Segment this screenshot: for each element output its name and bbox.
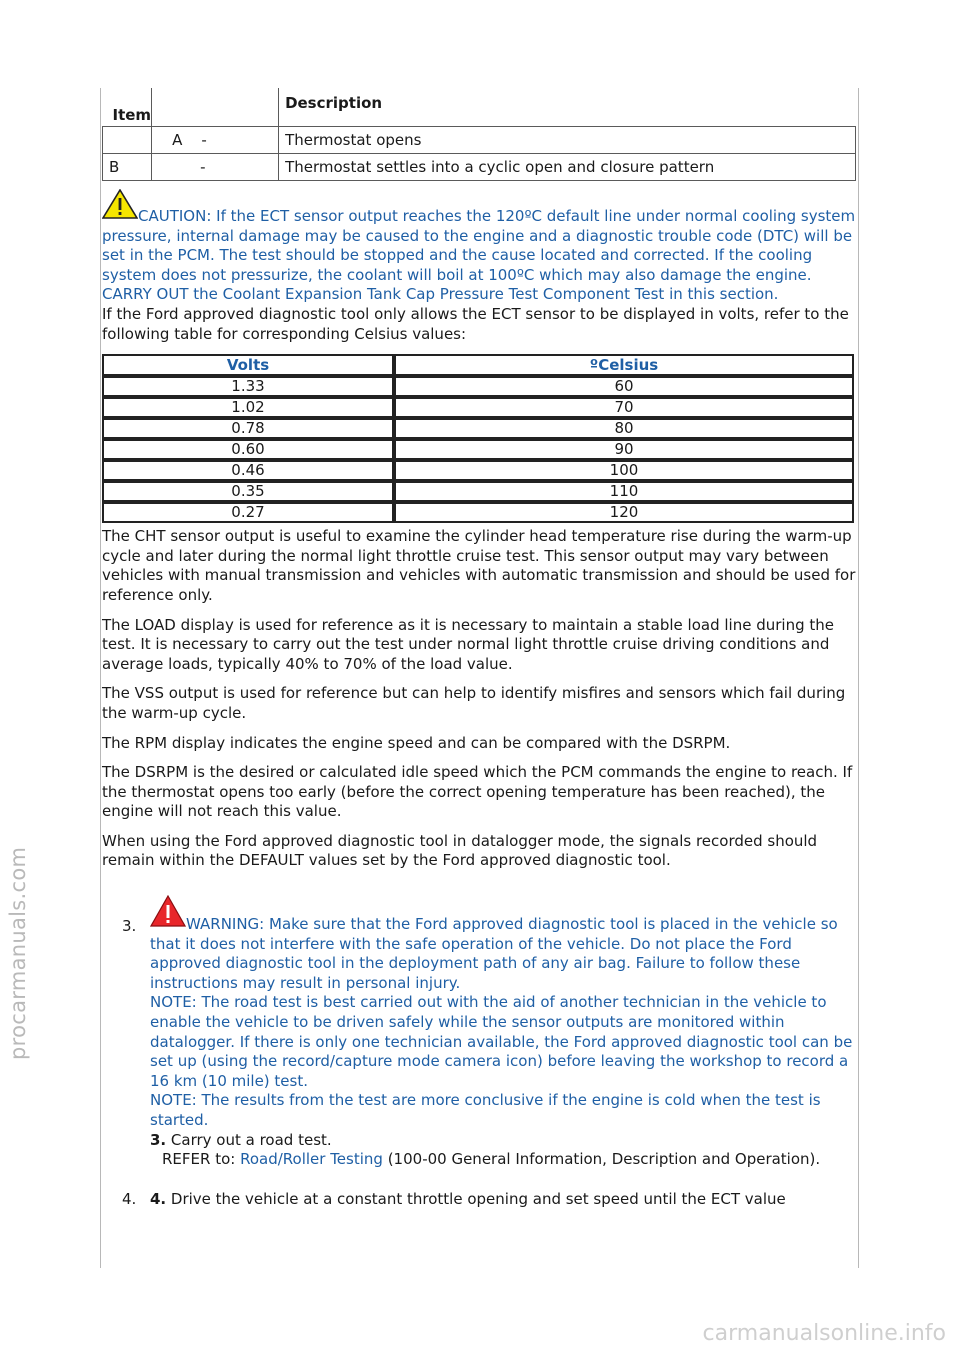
- volts-cell: 1.33: [102, 376, 394, 397]
- paragraph-datalogger: When using the Ford approved diagnostic tool in datalogger mode, the signals recorded should remain within the DEFAULT values set by the Ford approved diagnostic tool.: [102, 831, 818, 870]
- volts-table: [102, 354, 854, 523]
- volts-cell: 0.46: [102, 460, 394, 481]
- row-item: [103, 127, 152, 154]
- right-border: [858, 88, 859, 1268]
- table-row: [102, 460, 854, 481]
- volts-table-header: [102, 354, 854, 376]
- items-table-header: [103, 88, 856, 127]
- celsius-cell: 80: [394, 418, 854, 439]
- celsius-cell: 60: [394, 376, 854, 397]
- table-row: [103, 154, 856, 181]
- note-cold-engine: NOTE: The results from the test are more conclusive if the engine is cold when the test is started.: [150, 1091, 821, 1129]
- road-roller-testing-link[interactable]: Road/Roller Testing: [240, 1150, 383, 1169]
- warning-text: WARNING: Make sure that the Ford approved diagnostic tool is placed in the vehicle so that it does not interfere with the safe operation of the vehicle. Do not place the Ford approved diagnostic tool in the deployment path of any air bag. Failure to follow these instructions may result in personal injury.: [150, 915, 838, 992]
- table-row: [102, 418, 854, 439]
- celsius-cell: 120: [394, 502, 854, 523]
- header-description: Description: [279, 88, 856, 127]
- header-spacer: [152, 88, 279, 127]
- step-number: 3.: [122, 917, 137, 936]
- step-4-bold-number: 4.: [150, 1189, 167, 1208]
- row-description: Thermostat opens: [279, 127, 856, 154]
- header-celsius: ºCelsius: [394, 354, 854, 376]
- note-road-test: NOTE: The road test is best carried out with the aid of another technician in the vehicle to enable the vehicle to be driven safely while the sensor outputs are monitored within datalogger. If there is only one technician available, the Ford approved diagnostic tool can be set up (using the record/capture mode camera icon) before leaving the workshop to record a 16 km (10 mile) test.: [150, 993, 853, 1090]
- celsius-cell: 110: [394, 481, 854, 502]
- volts-cell: 0.78: [102, 418, 394, 439]
- table-row: [102, 502, 854, 523]
- step-4-action-text: Drive the vehicle at a constant throttle opening and set speed until the ECT value: [166, 1189, 786, 1208]
- row-letter-dash: A -: [152, 127, 279, 154]
- table-row: [103, 127, 856, 154]
- volts-cell: 0.27: [102, 502, 394, 523]
- celsius-cell: 70: [394, 397, 854, 418]
- items-table: [102, 88, 856, 181]
- celsius-cell: 100: [394, 460, 854, 481]
- table-row: [102, 439, 854, 460]
- volts-cell: 0.60: [102, 439, 394, 460]
- caution-text: CAUTION: If the ECT sensor output reaches the 120ºC default line under normal cooling system pressure, internal damage may be caused to the engine and a diagnostic trouble code (DTC) will be set in the PCM. The test should be stopped and the cause located and corrected. If the cooling system does not pressurize, the coolant will boil at 100ºC which may also damage the engine. CARRY OUT the Coolant Expansion Tank Cap Pressure Test Component Test in this section.: [102, 207, 856, 304]
- caution-triangle-icon: [102, 189, 138, 225]
- row-description: Thermostat settles into a cyclic open and closure pattern: [279, 154, 856, 181]
- step-number: 4.: [122, 1189, 137, 1208]
- step-3: [102, 895, 858, 1170]
- volts-cell: 0.35: [102, 481, 394, 502]
- celsius-cell: 90: [394, 439, 854, 460]
- step-3-bold-number: 3.: [150, 1130, 167, 1149]
- warning-triangle-icon: [150, 895, 186, 933]
- volts-intro: If the Ford approved diagnostic tool only allows the ECT sensor to be displayed in volts, refer to the following table for corresponding Celsius values:: [102, 304, 849, 343]
- header-item: Item: [103, 88, 152, 127]
- step-3-action: [150, 1131, 858, 1151]
- paragraph-dsrpm: The DSRPM is the desired or calculated idle speed which the PCM commands the engine to reach. If the thermostat opens too early (before the correct opening temperature has been reached), the engine will not reach this value.: [102, 763, 853, 821]
- caution-block: [102, 189, 858, 305]
- table-row: [102, 376, 854, 397]
- paragraph-vss: The VSS output is used for reference but can help to identify misfires and sensors which fail during the warm-up cycle.: [102, 684, 846, 722]
- step-3-reference: [150, 1150, 858, 1170]
- side-watermark: procarmanuals.com: [6, 846, 30, 1060]
- refer-rest: (100-00 General Information, Description and Operation).: [382, 1150, 821, 1169]
- row-letter-dash: -: [152, 154, 279, 181]
- step-3-action-text: Carry out a road test.: [166, 1130, 332, 1149]
- left-border: [100, 88, 101, 1268]
- document-body: [102, 88, 858, 1209]
- step-4-action: [150, 1190, 858, 1210]
- header-volts: Volts: [102, 354, 394, 376]
- footer-watermark: carmanualsonline.info: [702, 1321, 946, 1346]
- table-row: [102, 481, 854, 502]
- volts-cell: 1.02: [102, 397, 394, 418]
- paragraph-load: The LOAD display is used for reference as it is necessary to maintain a stable load line during the test. It is necessary to carry out the test under normal light throttle cruise driving conditions and average loads, typically 40% to 70% of the load value.: [102, 615, 834, 673]
- step-4: [102, 1190, 858, 1210]
- paragraph-cht: The CHT sensor output is useful to examine the cylinder head temperature rise during the warm-up cycle and later during the normal light throttle cruise test. This sensor output may vary between vehicles with manual transmission and vehicles with automatic transmission and should be used for reference only.: [102, 527, 856, 604]
- table-row: [102, 397, 854, 418]
- warning-block: [150, 895, 858, 993]
- row-item: B: [103, 154, 152, 181]
- paragraph-rpm: The RPM display indicates the engine speed and can be compared with the DSRPM.: [102, 733, 731, 752]
- refer-label: REFER to:: [162, 1150, 241, 1169]
